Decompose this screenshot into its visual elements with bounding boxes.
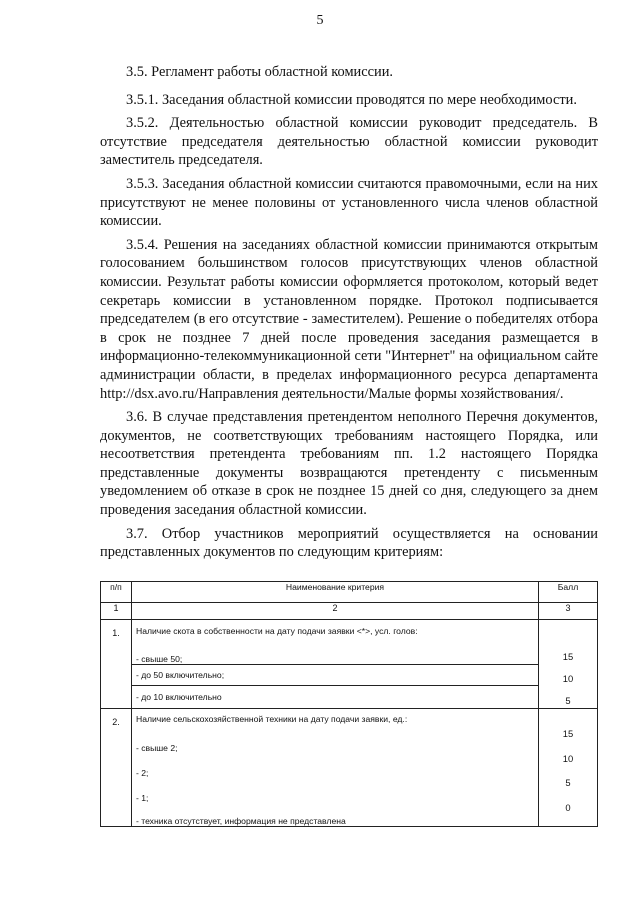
- paragraph-3-5: 3.5. Регламент работы областной комиссии.: [126, 64, 394, 80]
- criterion-option: - 1;: [136, 793, 149, 803]
- criterion-number: 2.: [101, 709, 132, 827]
- score-column: [539, 709, 598, 827]
- score-column: [539, 620, 598, 709]
- criteria-table: [100, 581, 598, 827]
- paragraph-3-5-2: 3.5.2. Деятельностью областной комиссии руководит председатель. В отсутствие председателя деятельностью областной комиссии руководит заместитель председателя.: [100, 115, 598, 169]
- score-value: 5: [565, 777, 571, 788]
- score-value: 10: [562, 753, 574, 764]
- page-number: 5: [316, 13, 324, 28]
- score-value: 15: [562, 651, 574, 662]
- criterion-body: [132, 709, 539, 827]
- criterion-number: 1.: [101, 620, 132, 709]
- criterion-title: Наличие сельскохозяйственной техники на дату подачи заявки, ед.:: [136, 714, 408, 724]
- document-body: [100, 63, 598, 567]
- header-num: п/п: [101, 582, 132, 603]
- criterion-option: - техника отсутствует, информация не представлена: [136, 816, 346, 826]
- paragraph-3-5-1: 3.5.1. Заседания областной комиссии проводятся по мере необходимости.: [126, 91, 577, 108]
- col-number-2: 2: [132, 603, 539, 620]
- table-header-row: [101, 582, 598, 603]
- criterion-body: [132, 620, 539, 709]
- score-value: 0: [565, 802, 571, 813]
- col-number-1: 1: [101, 603, 132, 620]
- paragraph-3-6: 3.6. В случае представления претендентом неполного Перечня документов, документов, не соответствующих требованиям настоящего Порядка, или несоответствия претендента требованиям пп. 1.2 настоящего Порядка представленные документы возвращаются претенденту с письменным уведомлением об отказе в срок не позднее 15 дней со дня, следующего за днем проведения заседания областной комиссии.: [100, 409, 598, 519]
- table-row: [101, 620, 598, 709]
- score-value: 5: [565, 695, 571, 706]
- criterion-option: - 2;: [136, 768, 149, 778]
- paragraph-3-7: 3.7. Отбор участников мероприятий осуществляется на основании представленных документов по следующим критериям:: [100, 525, 598, 561]
- score-value: 15: [562, 728, 574, 739]
- paragraph-3-5-4: 3.5.4. Решения на заседаниях областной комиссии принимаются открытым голосованием большинством голосов присутствующих членов областной комиссии. Результат работы комиссии оформляется протоколом, который ведет секретарь комиссии в установленном порядке. Протокол подписывается председателем (в его отсутствие - заместителем). Решение о победителях отбора в срок не позднее 7 дней после проведения заседания размещается в информационно-телекоммуникационной сети "Интернет" на официальном сайте администрации области, в пределах информационного ресурса департамента http://dsx.avo.ru/Направления деятельности/Малые формы хозяйствования/.: [100, 236, 598, 402]
- criterion-option: - до 50 включительно;: [132, 664, 538, 685]
- paragraph-3-5-3: 3.5.3. Заседания областной комиссии считаются правомочными, если на них присутствуют не менее половины от установленного числа членов областной комиссии.: [100, 175, 598, 230]
- header-score: Балл: [539, 582, 598, 603]
- criterion-option: - свыше 50;: [136, 654, 183, 664]
- score-value: 10: [562, 673, 574, 684]
- criterion-title: Наличие скота в собственности на дату подачи заявки <*>, усл. голов:: [136, 626, 418, 636]
- col-number-3: 3: [539, 603, 598, 620]
- criterion-option: - до 10 включительно: [132, 685, 538, 708]
- header-criterion: Наименование критерия: [132, 582, 539, 603]
- table-row: [101, 709, 598, 827]
- column-number-row: [101, 603, 598, 620]
- criterion-option: - свыше 2;: [136, 743, 178, 753]
